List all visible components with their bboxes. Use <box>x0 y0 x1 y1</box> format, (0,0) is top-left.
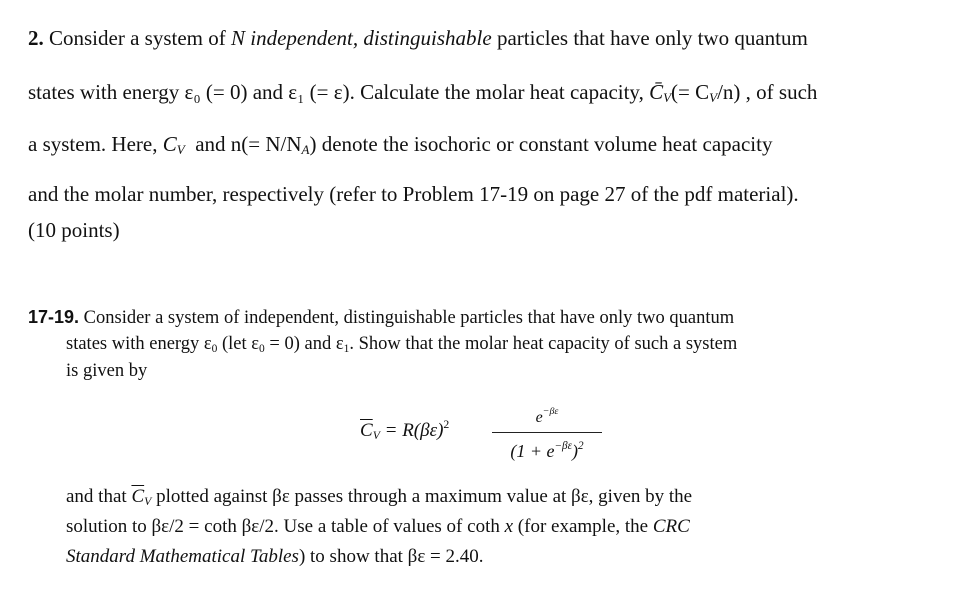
text: plotted against βε passes through a maximum value at βε, given by the <box>156 486 693 507</box>
text-italic: CRC <box>652 516 690 537</box>
text: = 0) and ε <box>269 334 344 354</box>
superscript: 2 <box>443 418 450 431</box>
variable-x: x <box>504 516 514 537</box>
subscript: V <box>176 142 185 157</box>
problem-17-19-line-1 <box>28 304 734 332</box>
problem-2-line-2 <box>28 80 817 106</box>
text: . Show that the molar heat capacity of such a system <box>349 334 738 354</box>
problem-2-line-1 <box>28 26 808 51</box>
subscript: V <box>663 90 672 105</box>
formula-lhs <box>360 418 449 443</box>
problem-17-19-line-2 <box>66 331 737 363</box>
symbol-c-bar: C̄ <box>649 80 664 104</box>
text: (1 + e <box>510 441 555 461</box>
text: and n(= N/N <box>195 132 302 156</box>
text: (let ε <box>222 334 260 354</box>
reference-title: Standard Mathematical Tables <box>66 546 299 567</box>
text: e <box>535 409 543 426</box>
problem-2-points: (10 points) <box>28 218 120 242</box>
text: states with energy ε <box>66 334 212 354</box>
problem-2-line-3 <box>28 132 772 158</box>
text-italic: N independent, distinguishable <box>230 26 492 50</box>
conclusion-line-2 <box>66 516 690 538</box>
text: ) denote the isochoric or constant volume heat capacity <box>309 132 773 156</box>
problem-2-line-4: and the molar number, respectively (refer to Problem 17-19 on page 27 of the pdf material). <box>28 182 799 206</box>
conclusion-line-3 <box>66 546 484 568</box>
subscript: 1 <box>343 343 350 355</box>
text: ) <box>572 441 579 461</box>
superscript: −βε <box>542 406 559 417</box>
text: ) to show that βε = 2.40. <box>298 546 484 567</box>
conclusion-line-1 <box>66 486 692 509</box>
subscript: V <box>372 429 380 442</box>
fraction-numerator <box>492 400 602 424</box>
formula-fraction <box>492 400 602 464</box>
text: a system. Here, <box>28 132 158 156</box>
superscript: 2 <box>578 440 584 452</box>
subscript: 0 <box>211 343 218 355</box>
molar-heat-capacity-symbol <box>649 80 671 104</box>
subscript: V <box>709 90 718 105</box>
subscript: V <box>144 495 152 508</box>
text: /n) , of such <box>717 80 818 104</box>
subscript: 0 <box>259 343 265 355</box>
text: states with energy ε₀ (= 0) and ε₁ (= ε). Calculate the molar heat capacity, <box>28 80 644 104</box>
fraction-denominator <box>492 433 602 464</box>
text: Consider a system of <box>49 26 226 50</box>
problem-2-number: 2. <box>28 26 44 50</box>
subscript: A <box>301 142 310 157</box>
problem-17-19-line-3: is given by <box>66 361 148 381</box>
symbol-c-bar: $\overline{C}$ <box>360 420 373 441</box>
text: Consider a system of independent, distinguishable particles that have only two quantum <box>83 308 735 328</box>
text: solution to βε/2 = coth βε/2. Use a table of values of coth <box>66 516 500 537</box>
text: (= C <box>671 80 710 104</box>
text: and that <box>66 486 127 507</box>
text: particles that have only two quantum <box>496 26 808 50</box>
text: (for example, the <box>517 516 649 537</box>
symbol-c: C <box>162 132 177 156</box>
problem-17-19-number: 17-19. <box>28 307 80 327</box>
superscript: −βε <box>554 440 573 452</box>
symbol-c-bar: $\overline{C}$ <box>131 486 145 507</box>
formula-rhs-prefix: = R(βε) <box>384 420 444 441</box>
